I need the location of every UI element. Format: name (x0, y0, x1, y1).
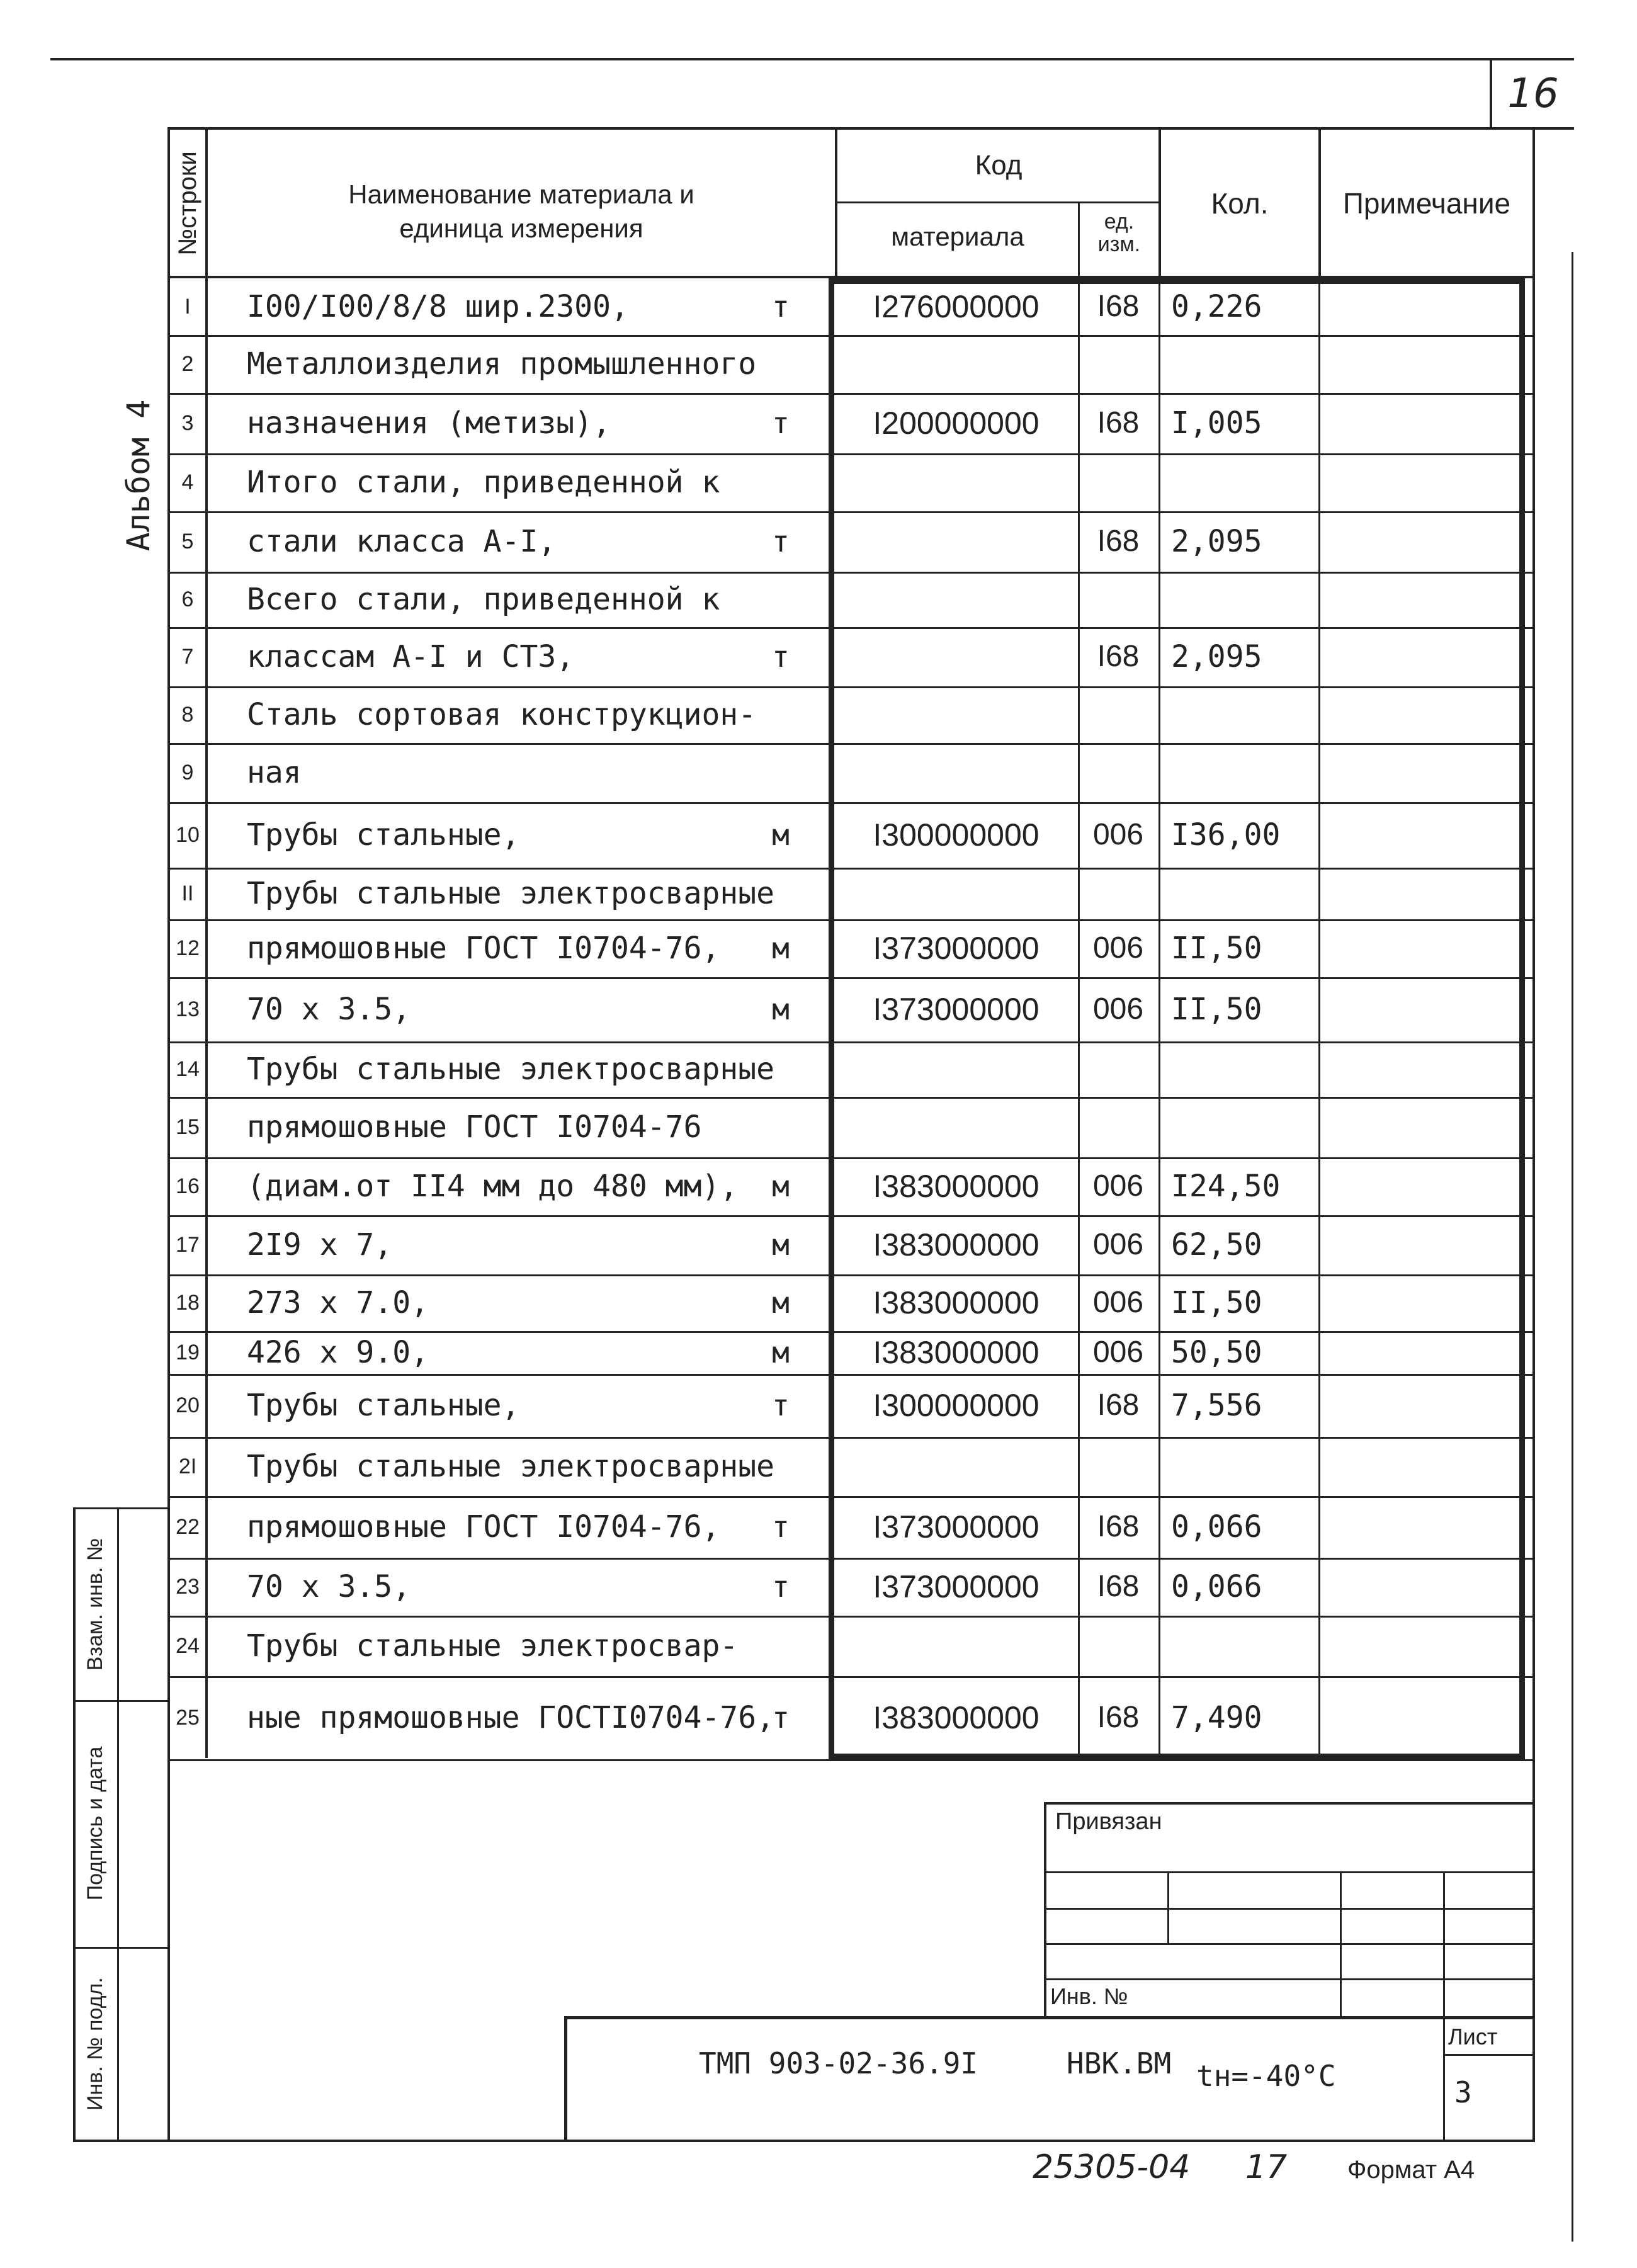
top-border (50, 58, 1574, 60)
row-qty: 50,50 (1171, 1335, 1262, 1370)
row-qty: 0,066 (1171, 1569, 1262, 1604)
tb-sheet: 3 (1454, 2075, 1472, 2109)
row-unit-letter (756, 868, 806, 919)
header-name-line1: Наименование материала и (348, 179, 694, 209)
header-qty: Кол. (1211, 187, 1269, 220)
row-name: 70 х 3.5, (247, 1569, 411, 1604)
stamp-vzam: Взам. инв. № (83, 1538, 107, 1671)
tb-privyazan: Привязан (1055, 1808, 1162, 1835)
tb-inv-no: Инв. № (1050, 1983, 1128, 2009)
row-number: 19 (176, 1341, 200, 1364)
row-unit-letter (756, 743, 806, 802)
row-unit-letter: т (772, 1701, 790, 1735)
header-unit-line1: ед. (1104, 210, 1135, 234)
row-qty: 0,226 (1171, 289, 1262, 324)
header-code-divider (835, 201, 1160, 203)
row-unit-letter: т (772, 1510, 790, 1544)
row-name: Трубы стальные, (247, 817, 520, 853)
row-number: 3 (181, 411, 194, 435)
tb-privyazan-top (1044, 1802, 1535, 1805)
row-number: 18 (176, 1291, 200, 1315)
row-unit-letter: м (772, 1335, 790, 1369)
tb-grid-v1 (1167, 1871, 1169, 1943)
header-row-no: №строки (174, 151, 201, 256)
row-code: I300000000 (873, 817, 1039, 853)
row-unit-letter: т (772, 290, 790, 324)
row-name: ная (247, 755, 302, 790)
row-unit-letter (756, 686, 806, 743)
stamp-podpis: Подпись и дата (83, 1746, 107, 1901)
row-code: I383000000 (873, 1169, 1039, 1204)
row-number: 4 (181, 470, 194, 494)
header-name-line2: единица измерения (399, 213, 643, 243)
footer-copy-no: 17 (1245, 2148, 1288, 2186)
row-unit: 006 (1092, 818, 1144, 851)
row-number: 16 (176, 1174, 200, 1198)
row-number: 13 (176, 997, 200, 1021)
row-code: I373000000 (873, 1569, 1039, 1604)
row-qty: II,50 (1171, 992, 1262, 1027)
row-number: 8 (181, 703, 194, 727)
row-name: Сталь сортовая конструкцион- (247, 697, 757, 732)
row-unit: I68 (1097, 640, 1140, 673)
row-unit-letter: м (772, 1286, 790, 1320)
tb-main-top (564, 2016, 1535, 2019)
row-name: Трубы стальные, (247, 1388, 520, 1423)
header-code: Код (975, 150, 1022, 181)
row-number: 17 (176, 1233, 200, 1257)
row-unit-letter (756, 1041, 806, 1097)
row-name: стали класса А-I, (247, 524, 557, 559)
row-unit: 006 (1092, 1286, 1144, 1319)
data-block-frame (829, 278, 1525, 1759)
header-name (208, 178, 835, 246)
row-name: Трубы стальные электросварные (247, 1052, 775, 1087)
row-unit: I68 (1097, 290, 1140, 323)
page-number: 16 (1507, 71, 1559, 117)
row-unit-letter (756, 453, 806, 511)
tb-sheet-div (1443, 2054, 1535, 2056)
tb-doc-mark: НВК.ВМ (1067, 2046, 1172, 2080)
stamp-left-outer (73, 1507, 76, 2142)
album-label: Альбом 4 (120, 399, 157, 552)
row-name: Итого стали, приведенной к (247, 465, 720, 500)
tb-grid-h1 (1044, 1871, 1535, 1873)
row-unit: I68 (1097, 1701, 1140, 1734)
row-unit-letter: т (772, 1570, 790, 1604)
row-number: 15 (176, 1115, 200, 1139)
row-name: 2I9 х 7, (247, 1227, 393, 1262)
row-number: 2 (181, 352, 194, 376)
row-unit: I68 (1097, 1570, 1140, 1603)
row-unit-letter: т (772, 640, 790, 674)
row-unit-letter (756, 1616, 806, 1676)
row-code: I373000000 (873, 931, 1039, 966)
row-code: I383000000 (873, 1700, 1039, 1735)
row-qty: 7,556 (1171, 1388, 1262, 1423)
row-unit: 006 (1092, 1169, 1144, 1203)
header-unit-line2: изм. (1097, 232, 1141, 256)
row-unit: 006 (1092, 931, 1144, 965)
tb-main-left (564, 2016, 567, 2142)
row-qty: I36,00 (1171, 817, 1281, 853)
row-number: 24 (176, 1634, 200, 1658)
row-name: назначения (метизы), (247, 405, 611, 441)
row-name: Всего стали, приведенной к (247, 582, 720, 617)
row-number: 23 (176, 1575, 200, 1599)
row-number: I (184, 295, 191, 319)
row-code: I373000000 (873, 992, 1039, 1027)
stamp-inv: Инв. № подл. (83, 1977, 107, 2111)
row-number: 20 (176, 1393, 200, 1417)
tb-grid-v2 (1340, 1871, 1342, 2016)
frame-right (1532, 127, 1535, 2142)
row-number: 2I (178, 1454, 197, 1478)
row-code: I300000000 (873, 1388, 1039, 1423)
row-unit-letter: м (772, 818, 790, 852)
footer-format: Формат А4 (1347, 2156, 1475, 2184)
header-material: материала (891, 222, 1024, 251)
row-unit-letter: м (772, 931, 790, 965)
tb-doc-code: ТМП 903-02-36.9I (699, 2046, 978, 2080)
row-unit: 006 (1092, 1228, 1144, 1261)
tb-grid-h4 (1044, 1978, 1535, 1980)
row-qty: 62,50 (1171, 1227, 1262, 1262)
row-unit-letter (756, 1437, 806, 1496)
row-qty: I,005 (1171, 405, 1262, 441)
row-code: I276000000 (873, 289, 1039, 324)
row-unit-letter: т (772, 524, 790, 558)
row-qty: 7,490 (1171, 1700, 1262, 1735)
row-code: I383000000 (873, 1285, 1039, 1320)
row-number: 25 (176, 1706, 200, 1730)
row-name: Металлоизделия промышленного (247, 346, 757, 382)
row-unit-letter: т (772, 1388, 790, 1422)
row-qty: 0,066 (1171, 1509, 1262, 1545)
row-unit: 006 (1092, 1335, 1144, 1369)
row-name: классам А-I и СТ3, (247, 639, 575, 674)
row-unit: I68 (1097, 406, 1140, 439)
row-qty: 2,095 (1171, 639, 1262, 674)
tb-grid-v3 (1443, 1871, 1445, 2142)
header-col-rowno (205, 127, 208, 1758)
row-name: прямошовные ГОСТ I0704-76, (247, 1509, 720, 1545)
row-unit-letter: т (772, 406, 790, 440)
row-number: 5 (181, 530, 194, 553)
row-number: 22 (176, 1515, 200, 1539)
row-qty: 2,095 (1171, 524, 1262, 559)
row-name: (диам.от II4 мм до 480 мм), (247, 1169, 739, 1204)
row-name: прямошовные ГОСТ I0704-76 (247, 1109, 702, 1145)
row-number: 10 (176, 823, 200, 847)
row-number: 14 (176, 1057, 200, 1081)
stamp-left-inner (117, 1507, 119, 2142)
row-unit: I68 (1097, 1510, 1140, 1543)
right-margin-line (1572, 252, 1573, 2242)
row-qty: II,50 (1171, 931, 1262, 966)
row-unit: I68 (1097, 1388, 1140, 1422)
row-name: 426 х 9.0, (247, 1335, 429, 1370)
header-unit (1080, 210, 1158, 256)
row-name: прямошовные ГОСТ I0704-76, (247, 931, 720, 966)
row-name: Трубы стальные электросварные (247, 876, 775, 911)
row-qty: II,50 (1171, 1285, 1262, 1320)
page-num-box-left (1490, 58, 1492, 128)
row-number: II (181, 882, 194, 905)
row-code: I373000000 (873, 1509, 1039, 1545)
row-name: 273 х 7.0, (247, 1285, 429, 1320)
tb-grid-h3 (1044, 1943, 1535, 1945)
row-unit-letter (756, 335, 806, 393)
footer-order-no: 25305-04 (1033, 2148, 1191, 2186)
row-divider (170, 1759, 1532, 1761)
row-unit: I68 (1097, 524, 1140, 558)
header-note: Примечание (1342, 187, 1511, 220)
row-number: 9 (181, 761, 194, 785)
row-number: 7 (181, 645, 194, 669)
row-code: I383000000 (873, 1227, 1039, 1262)
row-name: I00/I00/8/8 шир.2300, (247, 289, 629, 324)
stamp-bottom (73, 2140, 1535, 2142)
page-num-box-bottom (169, 127, 1574, 130)
row-unit-letter: м (772, 992, 790, 1026)
row-unit-letter: м (772, 1169, 790, 1203)
row-unit-letter (756, 572, 806, 627)
row-unit-letter (756, 1097, 806, 1157)
row-name: 70 х 3.5, (247, 992, 411, 1027)
tb-sheet-label: Лист (1448, 2024, 1498, 2050)
row-code: I200000000 (873, 405, 1039, 441)
tb-grid-h2 (1044, 1908, 1535, 1910)
row-name: Трубы стальные электросвар- (247, 1628, 739, 1664)
row-number: 6 (181, 587, 194, 611)
row-unit: 006 (1092, 992, 1144, 1026)
tb-temp: tн=-40°С (1196, 2059, 1336, 2093)
row-number: 12 (176, 936, 200, 960)
row-name: ные прямошовные ГОСТI0704-76, (247, 1700, 775, 1735)
row-unit-letter: м (772, 1228, 790, 1262)
row-code: I383000000 (873, 1335, 1039, 1370)
row-name: Трубы стальные электросварные (247, 1449, 775, 1484)
row-qty: I24,50 (1171, 1169, 1281, 1204)
